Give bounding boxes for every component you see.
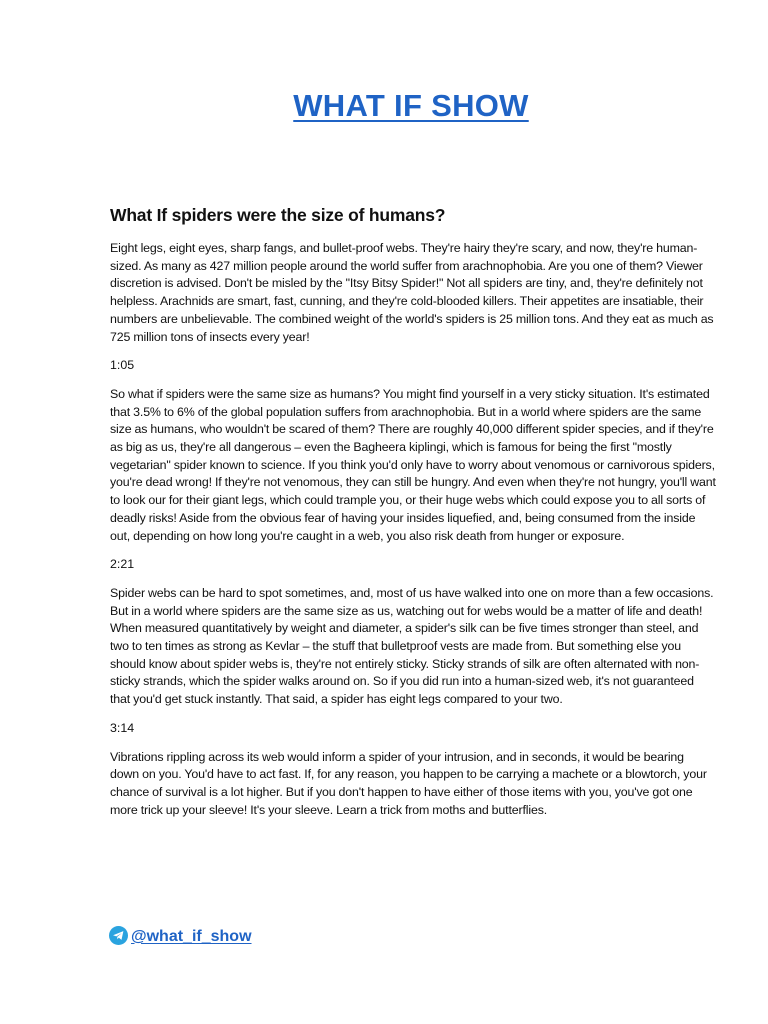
telegram-handle-link[interactable]: @what_if_show <box>131 928 252 945</box>
paper-plane-icon <box>112 929 125 942</box>
footer-social <box>109 928 252 946</box>
page-title-link[interactable]: WHAT IF SHOW <box>293 88 529 123</box>
title-container <box>0 88 768 124</box>
paragraph-3: Spider webs can be hard to spot sometimes, and, most of us have walked into one on more than a few occasions. But in a world where spiders are the same size as us, watching out for webs would be a matter of life and death! When measured quantitatively by weight and diameter, a spider's silk can be five times stronger than steel, and two to ten times as strong as Kevlar – the stuff that bulletproof vests are made from. But something else you should know about spider webs is, they're not entirely sticky. Sticky strands of silk are often alternated with non-sticky strands, which the spider walks around on. So if you did run into a human-sized web, it's not guaranteed that you'd get stuck instantly. That said, a spider has eight legs compared to your two. <box>110 585 714 707</box>
paragraph-4: Vibrations rippling across its web would inform a spider of your intrusion, and in seconds, it would be bearing down on you. You'd have to act fast. If, for any reason, you happen to be carrying a machete or a blowtorch, your chance of survival is a lot higher. But if you don't happen to have either of those items with you, you've got one more trick up your sleeve! It's your sleeve. Learn a trick from moths and butterflies. <box>110 749 707 817</box>
timestamp-1: 1:05 <box>110 358 135 373</box>
timestamp-3: 3:14 <box>110 720 135 735</box>
paragraph-intro: Eight legs, eight eyes, sharp fangs, and bullet-proof webs. They're hairy they're scary, and now, they're human-sized. As many as 427 million people around the world suffer from arachnophobia. Are you one of them? Viewer discretion is advised. Don't be misled by the "Itsy Bitsy Spider!" Not all spiders are tiny, and, they're definitely not helpless. Arachnids are smart, fast, cunning, and they're cold-blooded killers. Their appetites are insatiable, their numbers are unbelievable. The combined weight of the world's spiders is 25 million tons. And they eat as much as 725 million tons of insects every year! <box>110 241 714 344</box>
article-heading: What If spiders were the size of humans? <box>110 205 446 225</box>
telegram-icon[interactable] <box>109 926 128 945</box>
timestamp-2: 2:21 <box>110 557 135 572</box>
paragraph-2: So what if spiders were the same size as humans? You might find yourself in a very sticky situation. It's estimated that 3.5% to 6% of the global population suffers from arachnophobia. But in a world where spiders are the same size as humans, who wouldn't be scared of them? There are roughly 40,000 different spider species, and if they're as big as us, they're all dangerous – even the Bagheera kiplingi, which is famous for being the first "mostly vegetarian" spider known to science. If you think you'd only have to worry about venomous or carnivorous spiders, you're dead wrong! If they're not venomous, they can still be hungry. And even when they're not hungry, you'll want to look our for their giant legs, which could trample you, or their huge webs which could expose you to all sorts of deadly risks! Aside from the obvious fear of having your insides liquefied, and, being consumed from the inside out, depending on how long you're caught in a web, you also risk death from hunger or exposure. <box>110 386 716 543</box>
document-body <box>110 204 716 830</box>
